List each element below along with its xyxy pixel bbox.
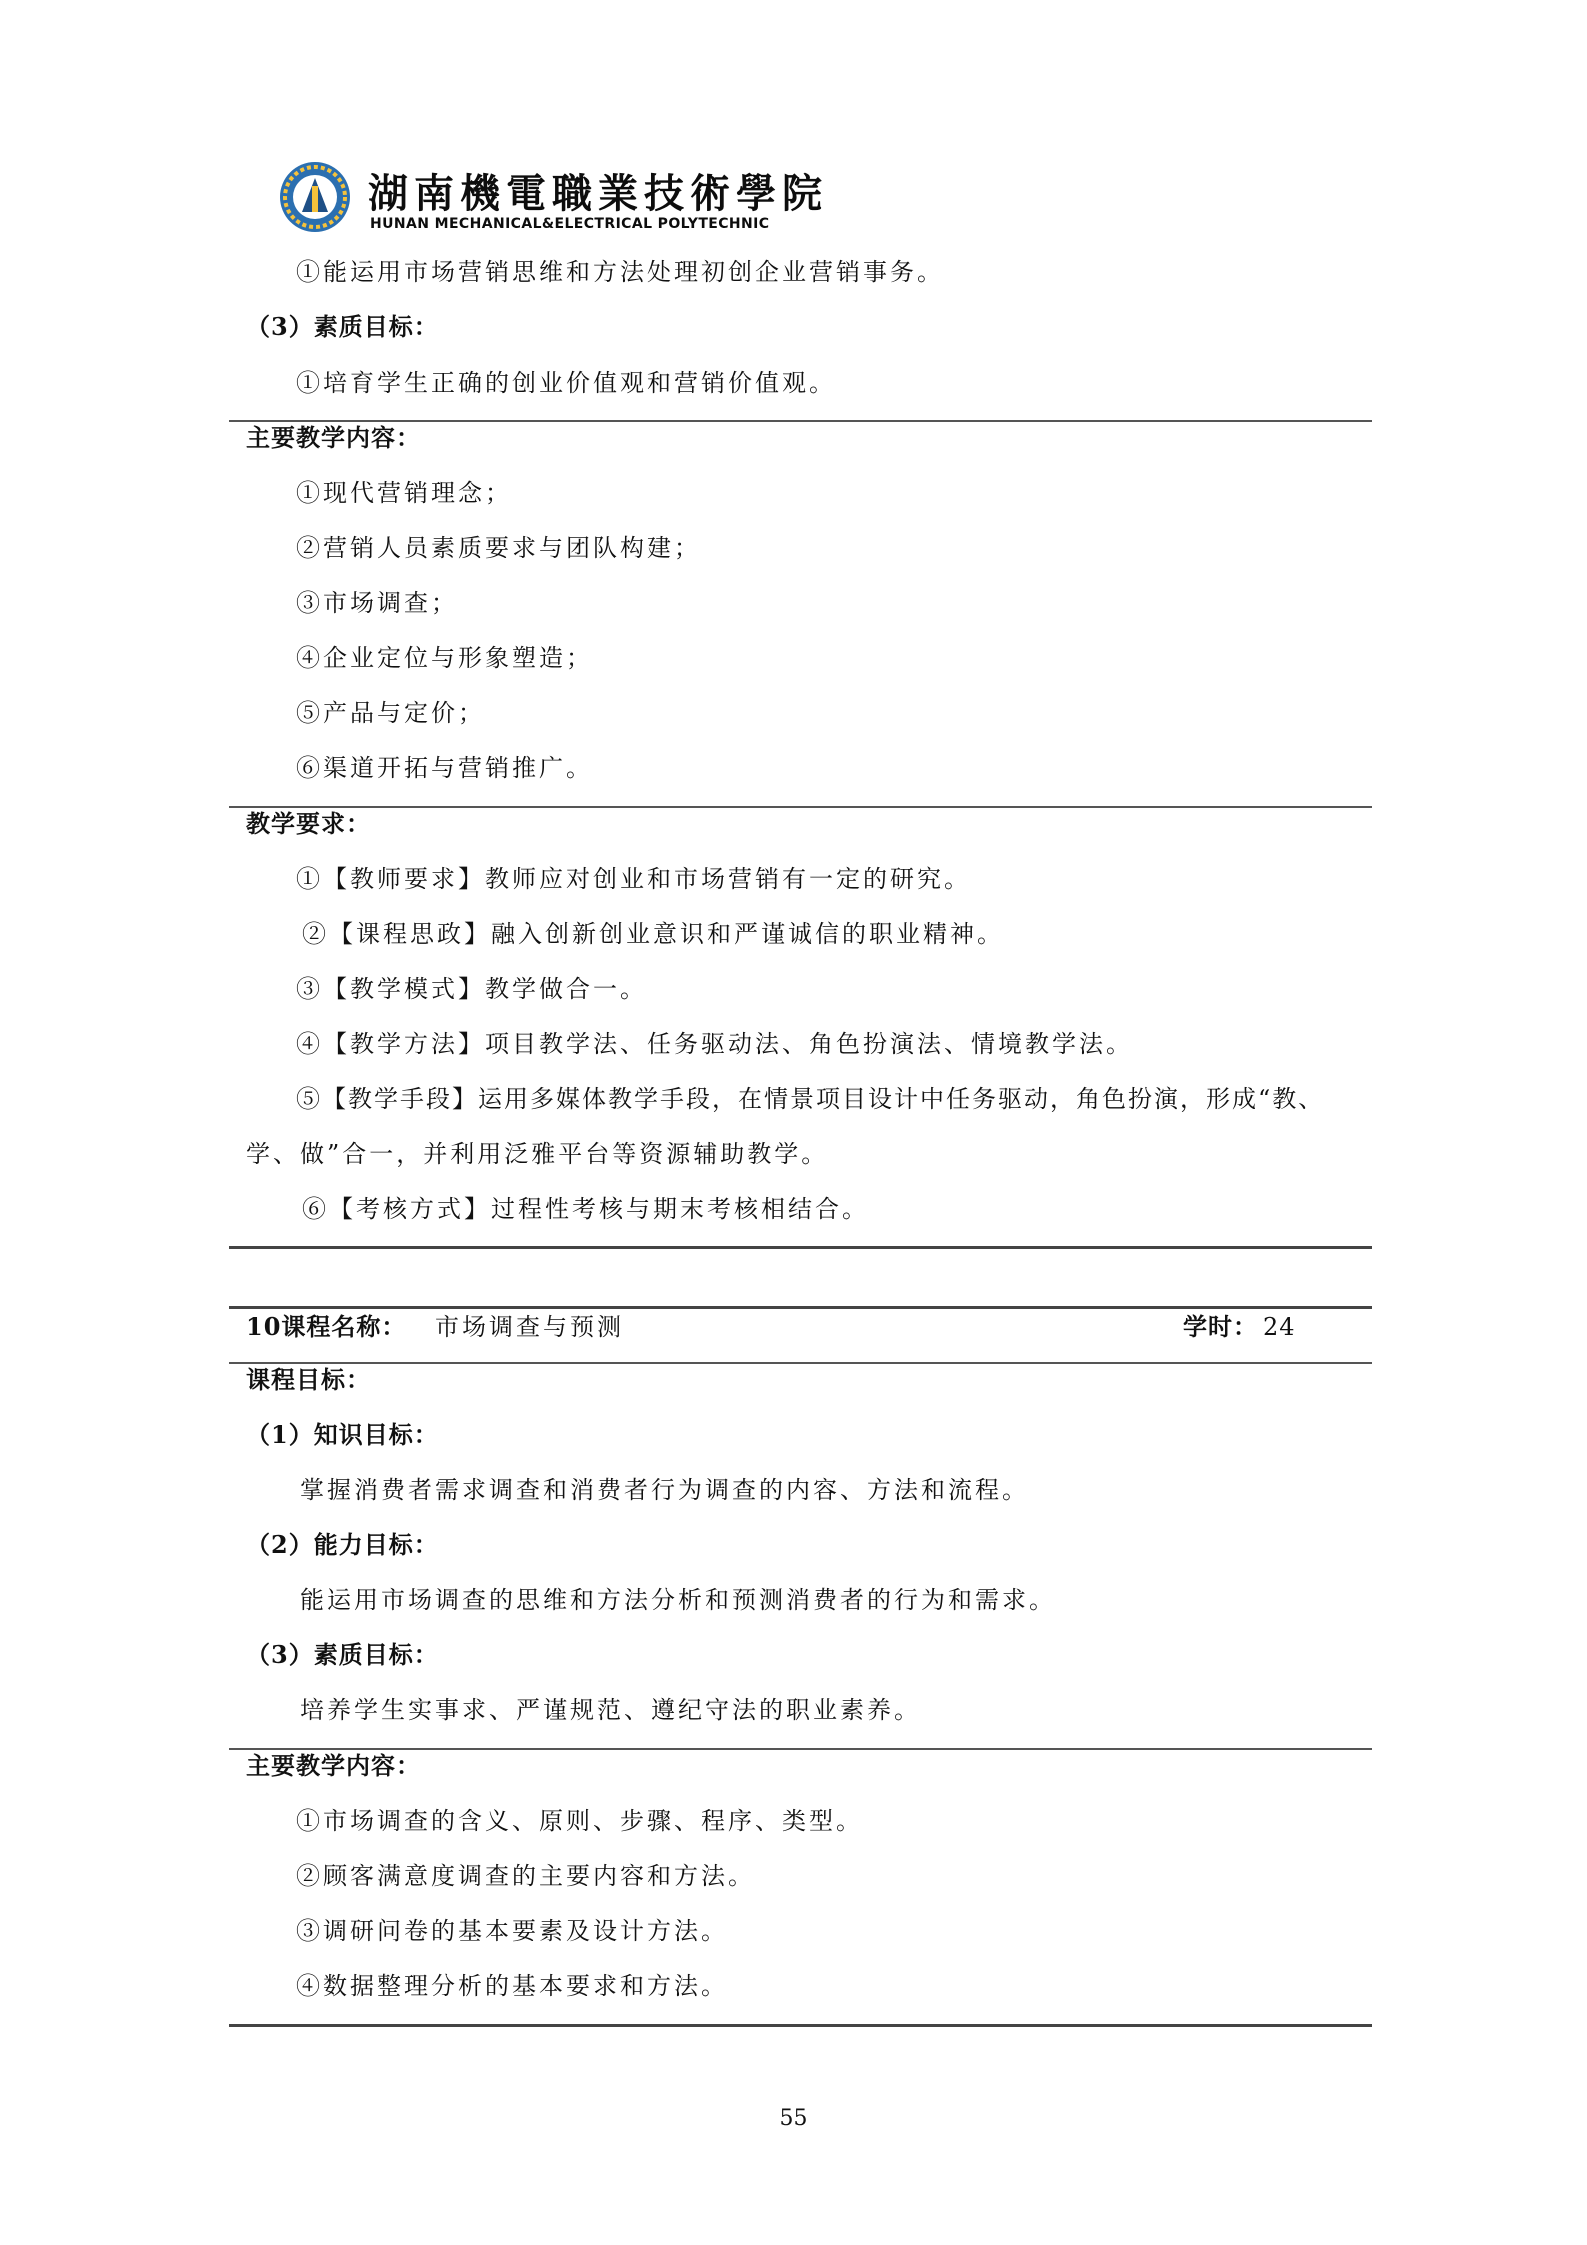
requirement-item: ④【教学方法】项目教学法、任务驱动法、角色扮演法、情境教学法。 — [296, 1030, 1133, 1058]
ability-goal-item: 能运用市场调查的思维和方法分析和预测消费者的行为和需求。 — [300, 1586, 1056, 1614]
content-item: ①市场调查的含义、原则、步骤、程序、类型。 — [296, 1807, 863, 1835]
school-emblem-icon — [278, 160, 352, 234]
content-item: ③市场调查； — [296, 589, 458, 617]
content-item: ④企业定位与形象塑造； — [296, 644, 593, 672]
content-heading: 主要教学内容： — [246, 423, 421, 452]
quality-goal-heading: （3）素质目标： — [246, 312, 439, 341]
section-divider — [229, 1362, 1372, 1364]
content-item: ⑥渠道开拓与营销推广。 — [296, 754, 593, 782]
table-bottom-border — [229, 1246, 1372, 1249]
requirement-item-continued: 学、做”合一，并利用泛雅平台等资源辅助教学。 — [246, 1140, 829, 1168]
ability-goal-item: ①能运用市场营销思维和方法处理初创企业营销事务。 — [296, 258, 944, 286]
content-heading: 主要教学内容： — [246, 1751, 421, 1780]
requirement-item: ⑥【考核方式】过程性考核与期末考核相结合。 — [302, 1195, 869, 1223]
hours-value: 24 — [1263, 1313, 1296, 1341]
course-name-label: 10课程名称： — [246, 1312, 407, 1341]
course-goal-heading: 课程目标： — [246, 1365, 371, 1394]
requirement-item: ⑤【教学手段】运用多媒体教学手段，在情景项目设计中任务驱动，角色扮演，形成“教、 — [296, 1085, 1325, 1113]
quality-goal-item: 培养学生实事求、严谨规范、遵纪守法的职业素养。 — [300, 1696, 921, 1724]
page-number: 55 — [779, 2106, 808, 2131]
knowledge-goal-heading: （1）知识目标： — [246, 1420, 439, 1449]
content-item: ①现代营销理念； — [296, 479, 512, 507]
content-item: ②顾客满意度调查的主要内容和方法。 — [296, 1862, 755, 1890]
content-item: ④数据整理分析的基本要求和方法。 — [296, 1972, 728, 2000]
knowledge-goal-item: 掌握消费者需求调查和消费者行为调查的内容、方法和流程。 — [300, 1476, 1029, 1504]
ability-goal-heading: （2）能力目标： — [246, 1530, 439, 1559]
section-divider — [229, 806, 1372, 808]
table-top-border — [229, 1306, 1372, 1309]
quality-goal-heading: （3）素质目标： — [246, 1640, 439, 1669]
page-header — [278, 160, 828, 240]
institution-name-cn: 湖南機電職業技術學院 — [368, 170, 828, 217]
content-item: ②营销人员素质要求与团队构建； — [296, 534, 701, 562]
institution-name-en: HUNAN MECHANICAL&ELECTRICAL POLYTECHNIC — [370, 216, 770, 232]
requirements-heading: 教学要求： — [246, 809, 371, 838]
course-name: 市场调查与预测 — [435, 1313, 624, 1341]
requirement-item: ②【课程思政】融入创新创业意识和严谨诚信的职业精神。 — [302, 920, 1004, 948]
requirement-item: ③【教学模式】教学做合一。 — [296, 975, 647, 1003]
requirement-item: ①【教师要求】教师应对创业和市场营销有一定的研究。 — [296, 865, 971, 893]
quality-goal-item: ①培育学生正确的创业价值观和营销价值观。 — [296, 369, 836, 397]
hours-label: 学时： — [1183, 1312, 1258, 1341]
table-bottom-border — [229, 2024, 1372, 2027]
content-item: ⑤产品与定价； — [296, 699, 485, 727]
content-item: ③调研问卷的基本要素及设计方法。 — [296, 1917, 728, 1945]
